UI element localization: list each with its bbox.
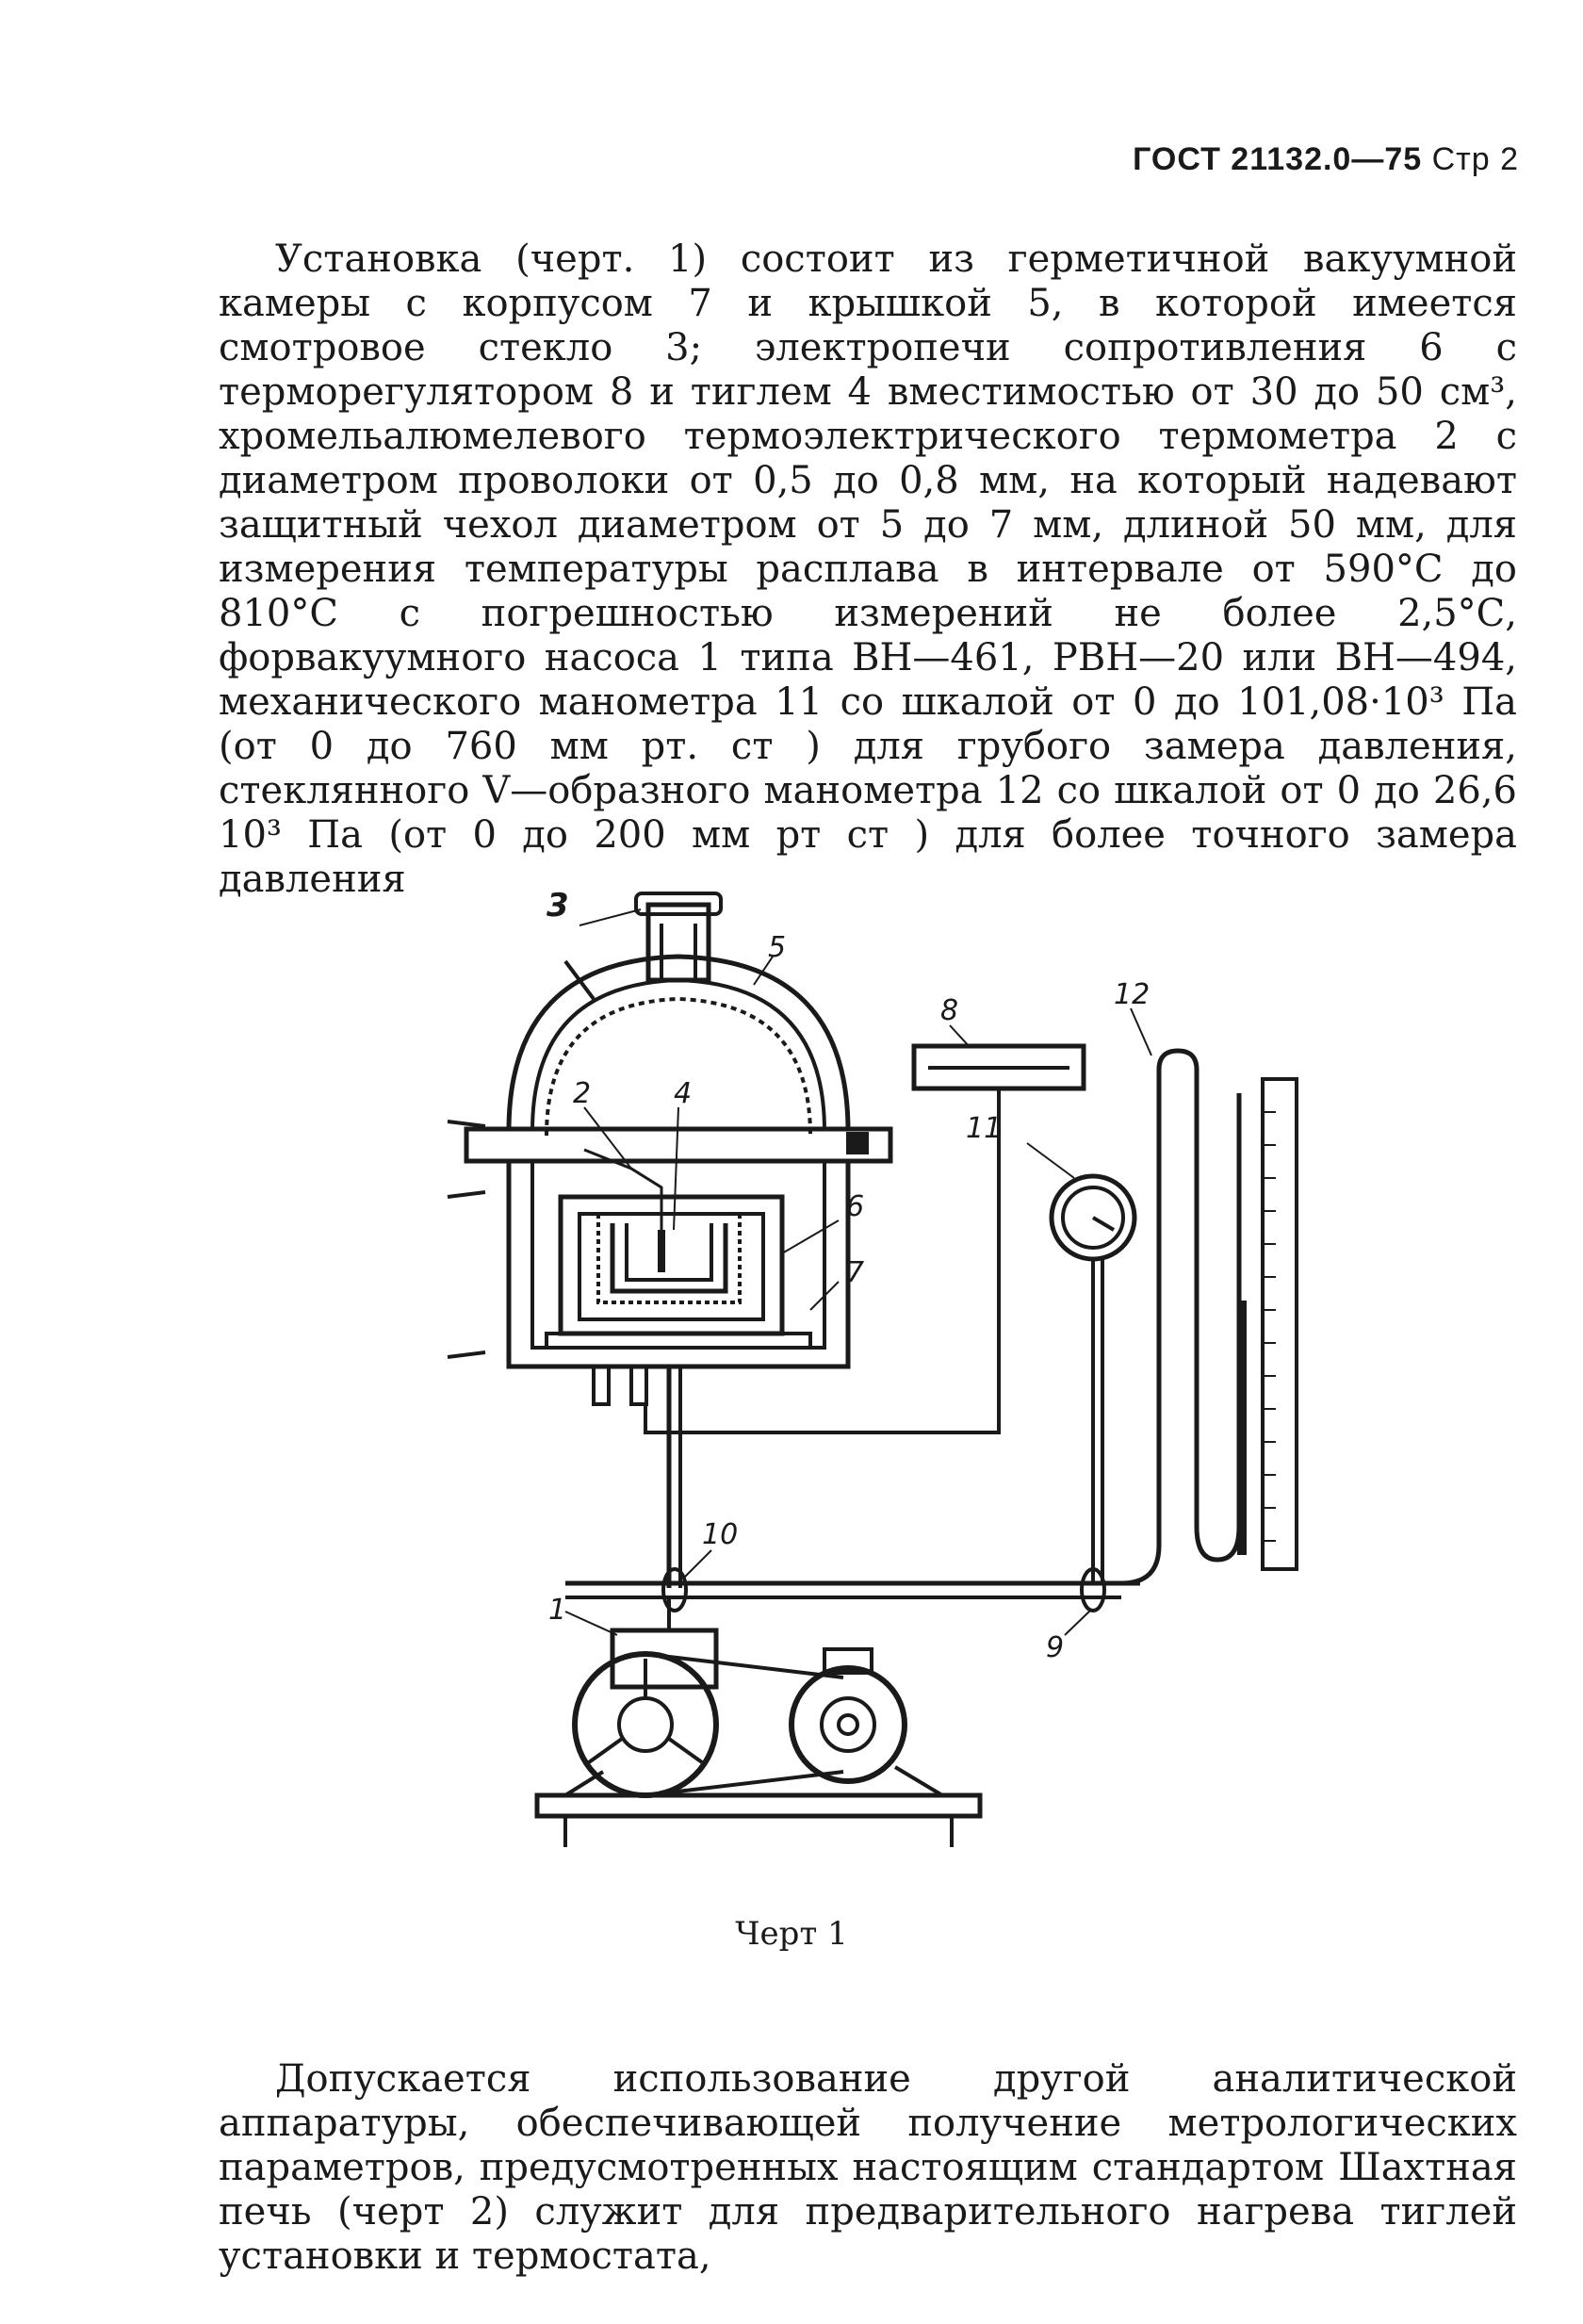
manometer-scale	[1263, 1079, 1297, 1569]
label-2: 2	[573, 1077, 592, 1110]
valve-10	[663, 1569, 686, 1611]
electric-motor	[792, 1668, 905, 1781]
resistance-furnace	[561, 1197, 782, 1334]
label-4: 4	[674, 1077, 693, 1110]
label-5: 5	[768, 931, 787, 964]
figure-caption: Черт 1	[735, 1915, 848, 1953]
thermocouple	[584, 1150, 661, 1272]
page-header	[1133, 141, 1519, 178]
pump-base	[537, 1795, 980, 1816]
paragraph-1-text: Установка (черт. 1) состоит из герметичной вакуумной камеры с корпусом 7 и крышкой 5, в которой имеется смотровое стекло 3; электропечи сопротивления 6 с терморегулятором 8 и тиглем 4 вместимостью от 30 до 50 см³, хромельалюмелевого термоэлектрического термометра 2 с диаметром проволоки от 0,5 до 0,8 мм, на который надевают защитный чехол диаметром от 5 до 7 мм, длиной 50 мм, для измерения температуры расплава в интервале от 590°С до 810°С с погрешностью измерений не более 2,5°С, форвакуумного насоса 1 типа ВН—461, РВН—20 или ВН—494, механического манометра 11 со шкалой от 0 до 101,08·10³ Па (от 0 до 760 мм рт. ст ) для грубого замера давления, стеклянного V—образного манометра 12 со шкалой от 0 до 26,6 10³ Па (от 0 до 200 мм рт ст ) для более точного замера давления	[219, 237, 1517, 901]
label-6: 6	[846, 1190, 865, 1223]
label-1: 1	[548, 1594, 567, 1627]
label-9: 9	[1046, 1631, 1065, 1664]
apparatus-drawing	[443, 867, 1526, 1885]
apparatus-diagram	[443, 867, 1526, 1885]
label-11: 11	[966, 1112, 1003, 1145]
label-12: 12	[1114, 978, 1151, 1011]
label-10: 10	[702, 1518, 739, 1551]
paragraph-apparatus-description	[219, 237, 1517, 902]
chamber-flange	[466, 1129, 890, 1161]
label-8: 8	[940, 994, 959, 1027]
page-number: Стр 2	[1431, 141, 1519, 177]
paragraph-2-text: Допускается использование другой аналитической аппаратуры, обеспечивающей получение метрологических параметров, предусмотренных настоящим стандартом Шахтная печь (черт 2) служит для предварительного нагрева тиглей установки и термостата,	[219, 2057, 1517, 2278]
label-3: 3	[547, 887, 569, 925]
label-7: 7	[846, 1256, 865, 1289]
standard-number: ГОСТ 21132.0—75	[1133, 141, 1423, 177]
v-manometer-tube	[1121, 1051, 1239, 1583]
paragraph-alternative-apparatus	[219, 2057, 1517, 2279]
